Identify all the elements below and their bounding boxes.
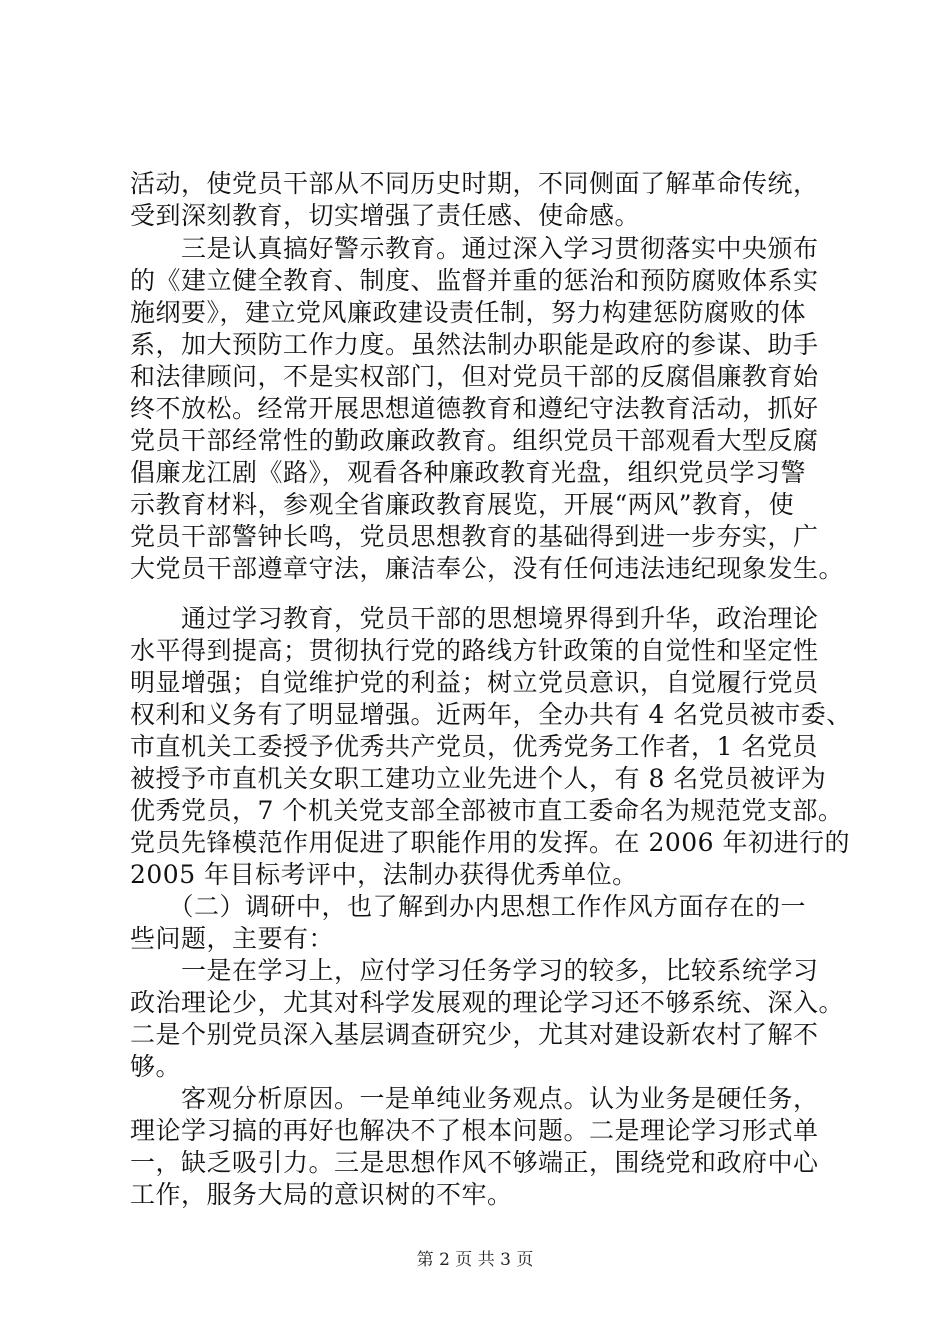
- text-line: 市直机关工委授予优秀共产党员，优秀党务工作者，1 名党员: [130, 732, 818, 761]
- text-line: 被授予市直机关女职工建功立业先进个人，有 8 名党员被评为: [130, 764, 827, 793]
- text-line: 理论学习搞的再好也解决不了根本问题。二是理论学习形式单: [130, 1116, 819, 1145]
- text-line: 一，缺乏吸引力。三是思想作风不够端正，围绕党和政府中心: [130, 1148, 819, 1177]
- text-line: 工作，服务大局的意识树的不牢。: [130, 1180, 513, 1209]
- text-line: 政治理论少，尤其对科学发展观的理论学习还不够系统、深入。: [130, 988, 845, 1017]
- text-line: 施纲要》，建立党风廉政建设责任制，努力构建惩防腐败的体: [130, 298, 807, 327]
- text-line: 党员干部经常性的勤政廉政教育。组织党员干部观看大型反腐: [130, 426, 819, 455]
- text-line: 活动，使党员干部从不同历史时期，不同侧面了解革命传统，: [130, 169, 819, 198]
- text-line: 党员先锋模范作用促进了职能作用的发挥。在 2006 年初进行的: [130, 828, 851, 857]
- text-line: 终不放松。经常开展思想道德教育和遵纪守法教育活动，抓好: [130, 394, 819, 423]
- text-line: 受到深刻教育，切实增强了责任感、使命感。: [130, 201, 641, 230]
- page-footer: 第 2 页 共 3 页: [416, 1250, 534, 1270]
- text-line: （二）调研中，也了解到办内思想工作作风方面存在的一: [130, 892, 807, 921]
- text-line: 够。: [130, 1052, 182, 1081]
- text-line: 示教育材料，参观全省廉政教育展览，开展“两风”教育，使: [130, 490, 795, 519]
- text-line: 权利和义务有了明显增强。近两年，全办共有 4 名党员被市委、: [130, 700, 852, 729]
- text-line: 二是个别党员深入基层调查研究少，尤其对建设新农村了解不: [130, 1020, 819, 1049]
- text-line: 水平得到提高；贯彻执行党的路线方针政策的自觉性和坚定性: [130, 636, 819, 665]
- text-line: 明显增强；自觉维护党的利益；树立党员意识，自觉履行党员: [130, 668, 819, 697]
- text-line: 大党员干部遵章守法，廉洁奉公，没有任何违法违纪现象发生。: [130, 554, 845, 583]
- text-line: 系，加大预防工作力度。虽然法制办职能是政府的参谋、助手: [130, 330, 819, 359]
- text-line: 客观分析原因。一是单纯业务观点。认为业务是硬任务，: [130, 1084, 819, 1113]
- text-line: 的《建立健全教育、制度、监督并重的惩治和预防腐败体系实: [130, 266, 819, 295]
- text-line: 三是认真搞好警示教育。通过深入学习贯彻落实中央颁布: [130, 234, 819, 263]
- text-line: 2005 年目标考评中，法制办获得优秀单位。: [130, 860, 638, 889]
- text-line: 倡廉龙江剧《路》，观看各种廉政教育光盘，组织党员学习警: [130, 458, 807, 487]
- text-line: 一是在学习上，应付学习任务学习的较多，比较系统学习: [130, 956, 819, 985]
- text-line: 党员干部警钟长鸣，党员思想教育的基础得到进一步夯实，广: [130, 522, 819, 551]
- text-line: 和法律顾问，不是实权部门，但对党员干部的反腐倡廉教育始: [130, 362, 819, 391]
- text-line: 些问题，主要有：: [130, 924, 335, 953]
- text-line: 优秀党员，7 个机关党支部全部被市直工委命名为规范党支部。: [130, 796, 844, 825]
- text-line: 通过学习教育，党员干部的思想境界得到升华，政治理论: [130, 604, 819, 633]
